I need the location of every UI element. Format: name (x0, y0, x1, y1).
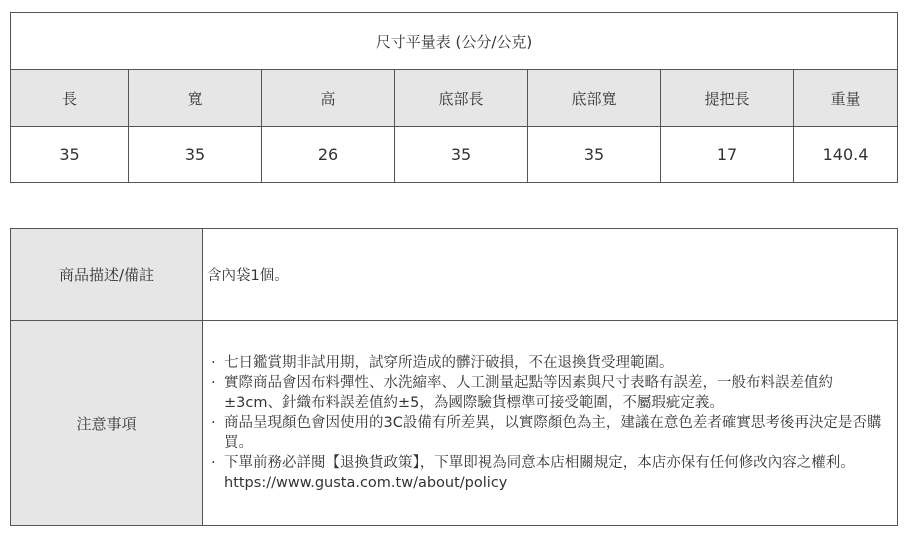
value-length: 35 (11, 127, 129, 183)
value-weight: 140.4 (794, 127, 898, 183)
header-height: 高 (262, 70, 395, 127)
note-item: · 下單前務必詳閱【退換貨政策】，下單即視為同意本店相關規定，本店亦保有任何修改內容之權利。https://www.gusta.com.tw/about/policy (211, 453, 889, 493)
notes-list (203, 353, 897, 493)
header-bottom-length: 底部長 (395, 70, 528, 127)
value-bottom-width: 35 (528, 127, 661, 183)
note-item: · 七日鑑賞期非試用期，試穿所造成的髒汙破損，不在退換貨受理範圍。 (211, 353, 889, 373)
size-value-row (11, 127, 898, 183)
value-bottom-length: 35 (395, 127, 528, 183)
header-width: 寬 (129, 70, 262, 127)
value-handle-length: 17 (661, 127, 794, 183)
header-length: 長 (11, 70, 129, 127)
size-header-row (11, 70, 898, 127)
note-item: · 商品呈現顏色會因使用的3C設備有所差異，以實際顏色為主，建議在意色差者確實思考後再決定是否購買。 (211, 413, 889, 453)
description-row (11, 229, 898, 321)
value-width: 35 (129, 127, 262, 183)
value-height: 26 (262, 127, 395, 183)
product-info-table (10, 228, 898, 526)
description-value: 含內袋1個。 (207, 268, 289, 284)
description-label: 商品描述/備註 (11, 229, 203, 321)
header-bottom-width: 底部寬 (528, 70, 661, 127)
notes-cell (203, 321, 898, 526)
note-item: · 實際商品會因布料彈性、水洗縮率、人工測量起點等因素與尺寸表略有誤差，一般布料誤差值約±3cm、針織布料誤差值約±5，為國際驗貨標準可接受範圍，不屬瑕疵定義。 (211, 373, 889, 413)
size-table-title: 尺寸平量表 (公分/公克) (11, 13, 898, 70)
notes-label: 注意事項 (11, 321, 203, 526)
header-weight: 重量 (794, 70, 898, 127)
header-handle-length: 提把長 (661, 70, 794, 127)
notes-row (11, 321, 898, 526)
size-measurement-table (10, 12, 898, 183)
description-cell (203, 229, 898, 321)
